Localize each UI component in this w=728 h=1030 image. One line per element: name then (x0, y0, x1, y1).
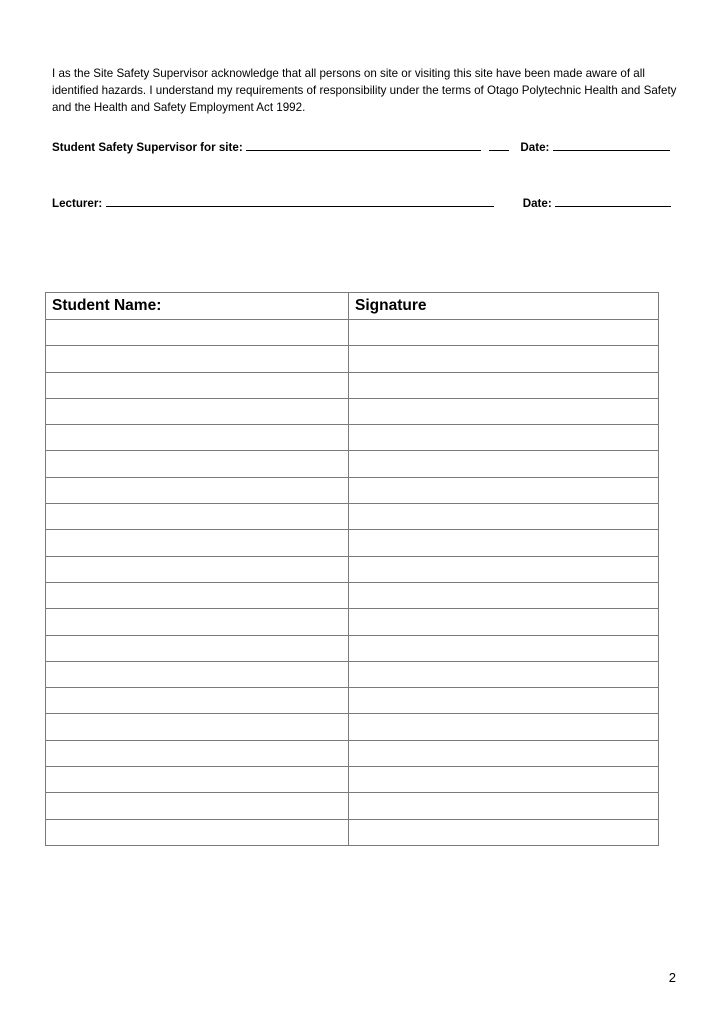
signature-cell[interactable] (349, 793, 659, 819)
student-name-cell[interactable] (46, 582, 349, 608)
table-row (46, 714, 659, 740)
table-row (46, 530, 659, 556)
student-name-cell[interactable] (46, 556, 349, 582)
supervisor-date-label: Date: (520, 141, 550, 154)
signature-cell[interactable] (349, 661, 659, 687)
student-name-cell[interactable] (46, 477, 349, 503)
signature-cell[interactable] (349, 740, 659, 766)
signature-cell[interactable] (349, 504, 659, 530)
signature-cell[interactable] (349, 609, 659, 635)
lecturer-date-label: Date: (522, 197, 552, 210)
student-name-cell[interactable] (46, 819, 349, 845)
student-name-cell[interactable] (46, 398, 349, 424)
signature-cell[interactable] (349, 688, 659, 714)
signature-cell[interactable] (349, 477, 659, 503)
signature-cell[interactable] (349, 582, 659, 608)
lecturer-label: Lecturer: (52, 197, 103, 210)
student-name-cell[interactable] (46, 320, 349, 346)
supervisor-signature-line (52, 140, 670, 154)
student-name-cell[interactable] (46, 504, 349, 530)
supervisor-date-field[interactable] (553, 140, 670, 151)
student-name-cell[interactable] (46, 609, 349, 635)
student-name-cell[interactable] (46, 793, 349, 819)
student-name-cell[interactable] (46, 425, 349, 451)
table-row (46, 661, 659, 687)
table-row (46, 609, 659, 635)
table-row (46, 425, 659, 451)
signature-cell[interactable] (349, 372, 659, 398)
table-row (46, 346, 659, 372)
student-name-header: Student Name: (46, 293, 349, 320)
signature-cell[interactable] (349, 320, 659, 346)
table-row (46, 819, 659, 845)
student-name-cell[interactable] (46, 740, 349, 766)
table-row (46, 320, 659, 346)
table-row (46, 504, 659, 530)
lecturer-date-field[interactable] (555, 196, 671, 207)
student-name-cell[interactable] (46, 451, 349, 477)
table-row (46, 740, 659, 766)
signature-header: Signature (349, 293, 659, 320)
signature-cell[interactable] (349, 635, 659, 661)
table-header-row (46, 293, 659, 320)
lecturer-signature-line (52, 196, 671, 210)
signature-cell[interactable] (349, 556, 659, 582)
table-row (46, 767, 659, 793)
lecturer-name-field[interactable] (106, 196, 494, 207)
table-row (46, 477, 659, 503)
acknowledgement-text: I as the Site Safety Supervisor acknowledge that all persons on site or visiting this site have been made aware of all identified hazards. I understand my requirements of responsibility under the terms of Otago Polytechnic Health and Safety and the Health and Safety Employment Act 1992. (52, 66, 677, 114)
student-name-cell[interactable] (46, 530, 349, 556)
page-number: 2 (668, 970, 676, 985)
signature-cell[interactable] (349, 451, 659, 477)
table-row (46, 635, 659, 661)
student-name-cell[interactable] (46, 346, 349, 372)
student-name-cell[interactable] (46, 767, 349, 793)
signature-cell[interactable] (349, 398, 659, 424)
table-row (46, 688, 659, 714)
table-row (46, 372, 659, 398)
student-name-cell[interactable] (46, 661, 349, 687)
student-name-cell[interactable] (46, 372, 349, 398)
table-body (46, 320, 659, 846)
signature-cell[interactable] (349, 530, 659, 556)
student-name-cell[interactable] (46, 714, 349, 740)
signature-cell[interactable] (349, 346, 659, 372)
table-row (46, 398, 659, 424)
signature-cell[interactable] (349, 819, 659, 845)
signature-cell[interactable] (349, 767, 659, 793)
table-row (46, 556, 659, 582)
table-row (46, 451, 659, 477)
supervisor-label: Student Safety Supervisor for site: (52, 141, 243, 154)
supervisor-name-field-extension[interactable] (489, 140, 509, 151)
student-signature-table (45, 292, 659, 846)
student-name-cell[interactable] (46, 635, 349, 661)
signature-cell[interactable] (349, 714, 659, 740)
signature-cell[interactable] (349, 425, 659, 451)
table-row (46, 582, 659, 608)
student-name-cell[interactable] (46, 688, 349, 714)
table-row (46, 793, 659, 819)
supervisor-name-field[interactable] (246, 140, 481, 151)
